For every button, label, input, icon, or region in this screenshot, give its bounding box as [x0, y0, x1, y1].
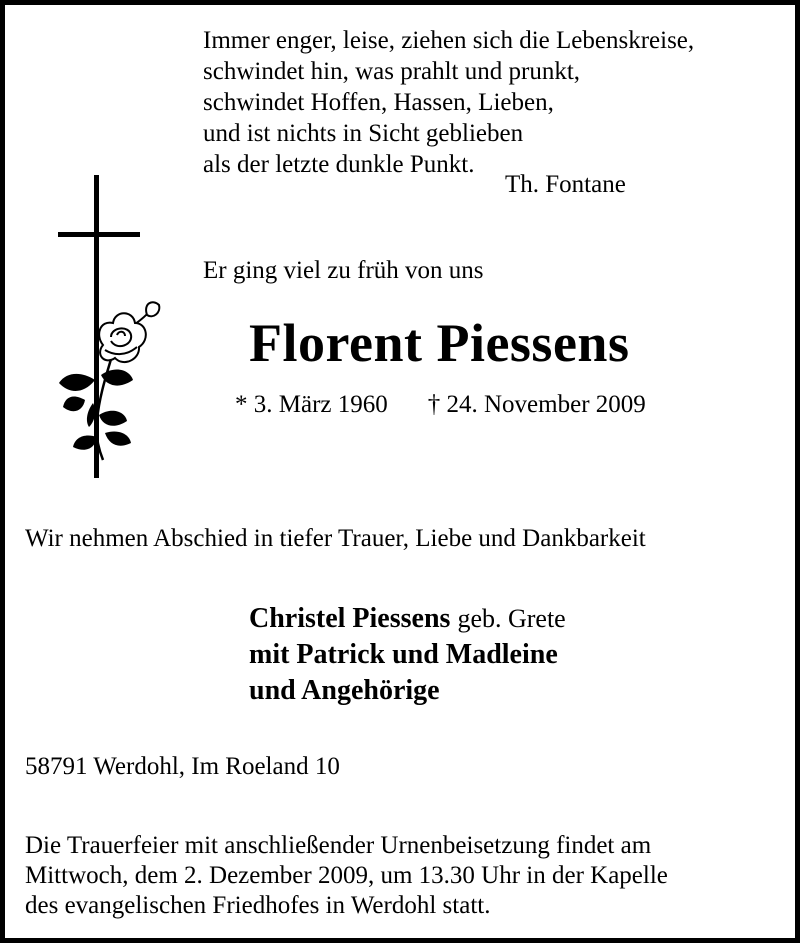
life-dates	[235, 391, 646, 419]
farewell-text: Wir nehmen Abschied in tiefer Trauer, Liebe und Dankbarkeit	[25, 525, 646, 552]
poem-line: als der letzte dunkle Punkt.	[203, 151, 475, 178]
poem-line: schwindet Hoffen, Hassen, Lieben,	[203, 89, 554, 116]
ceremony-line: Mittwoch, dem 2. Dezember 2009, um 13.30 Uhr in der Kapelle	[25, 862, 668, 889]
address: 58791 Werdohl, Im Roeland 10	[25, 753, 340, 780]
ceremony-line: des evangelischen Friedhofes in Werdohl statt.	[25, 892, 491, 919]
poem-line: schwindet hin, was prahlt und prunkt,	[203, 58, 581, 85]
death-date: † 24. November 2009	[427, 391, 646, 418]
relatives-line: und Angehörige	[249, 675, 440, 706]
cross-with-rose-icon	[55, 175, 165, 485]
children-line: mit Patrick und Madleine	[249, 639, 558, 670]
poem-author: Th. Fontane	[505, 171, 626, 198]
poem-line: Immer enger, leise, ziehen sich die Lebenskreise,	[203, 27, 695, 54]
family-signature	[249, 601, 566, 709]
spouse-maiden-name: geb. Grete	[457, 604, 566, 633]
poem	[203, 25, 694, 180]
subtitle: Er ging viel zu früh von uns	[203, 257, 484, 284]
ceremony-line: Die Trauerfeier mit anschließender Urnenbeisetzung findet am	[25, 832, 652, 859]
spouse-name: Christel Piessens	[249, 603, 451, 634]
deceased-name: Florent Piessens	[249, 313, 630, 373]
poem-line: und ist nichts in Sicht geblieben	[203, 120, 524, 147]
birth-date: * 3. März 1960	[235, 391, 388, 418]
ceremony-info	[25, 831, 668, 921]
